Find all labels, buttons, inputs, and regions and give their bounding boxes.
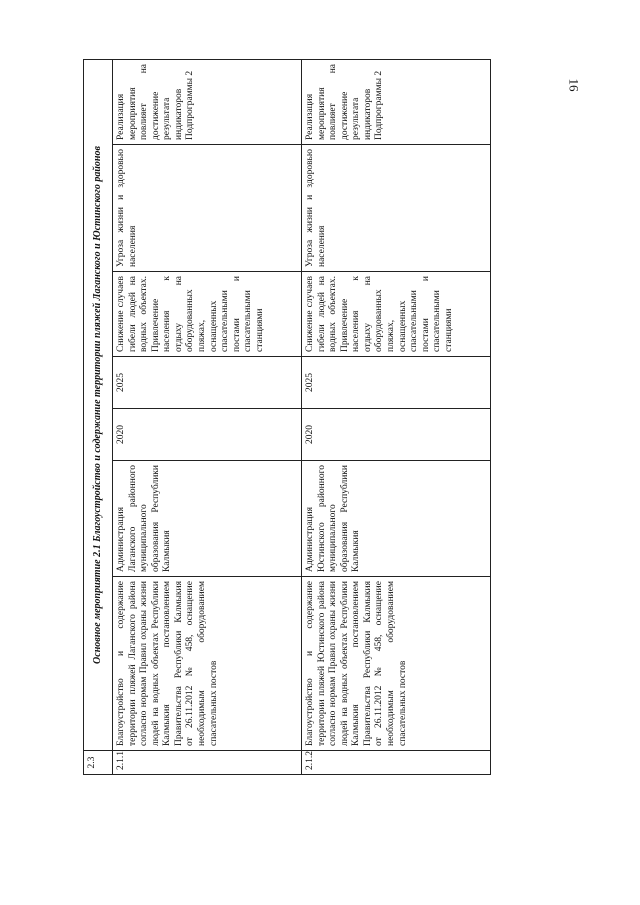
- executor-cell: Администрация Лаганского районного муниципального образования Республики Калмыкия: [113, 461, 302, 577]
- measures-table-container: [83, 60, 491, 775]
- table-row: [113, 59, 302, 774]
- row-number-cell: 2.1.2: [302, 751, 491, 775]
- year-end-cell: 2025: [302, 357, 491, 409]
- year-end-cell: 2025: [113, 357, 302, 409]
- measures-table: [83, 59, 491, 775]
- indicator-link-cell: Реализация мероприятия повлияет на достижение результата индикаторов Подпрограммы 2: [113, 59, 302, 144]
- year-start-cell: 2020: [302, 409, 491, 461]
- section-heading-row: [84, 59, 113, 774]
- page-number-text: 16: [566, 78, 581, 92]
- measure-description-cell: Благоустройство и содержание территории пляжей Юстинского района согласно нормам Правил охраны жизни людей на водных объектах Республики Калмыкия постановлением Правительства Республики Калмыкия от 26.11.2012 № 458, оснащение необходимым оборудованием спасательных постов: [302, 577, 491, 751]
- executor-cell: Администрация Юстинского районного муниципального образования Республики Калмыкия: [302, 461, 491, 577]
- indicator-link-cell: Реализация мероприятия повлияет на достижение результата индикаторов Подпрограммы 2: [302, 59, 491, 144]
- section-number-cell: 2.3: [84, 751, 113, 775]
- risk-cell: Угроза жизни и здоровью населения: [113, 145, 302, 272]
- table-row: [302, 59, 491, 774]
- expected-result-cell: Снижение случаев гибели людей на водных объектах. Привлечение населения к отдыху на оборудованных пляжах, оснащенных спасательными постами и спасательными станциями: [302, 272, 491, 357]
- page-number: [561, 70, 585, 100]
- row-number-cell: 2.1.1: [113, 751, 302, 775]
- measure-description-cell: Благоустройство и содержание территории пляжей Лаганского района согласно нормам Правил охраны жизни людей на водных объектах Республики Калмыкия постановлением Правительства Республики Калмыкия от 26.11.2012 № 458, оснащение необходимым оборудованием спасательных постов: [113, 577, 302, 751]
- risk-cell: Угроза жизни и здоровью населения: [302, 145, 491, 272]
- section-heading: Основное мероприятие 2.1 Благоустройство и содержание территории пляжей Лаганского и Юстинского районов: [84, 59, 113, 750]
- year-start-cell: 2020: [113, 409, 302, 461]
- expected-result-cell: Снижение случаев гибели людей на водных объектах. Привлечение населения к отдыху на оборудованных пляжах, оснащенных спасательными постами и спасательными станциями: [113, 272, 302, 357]
